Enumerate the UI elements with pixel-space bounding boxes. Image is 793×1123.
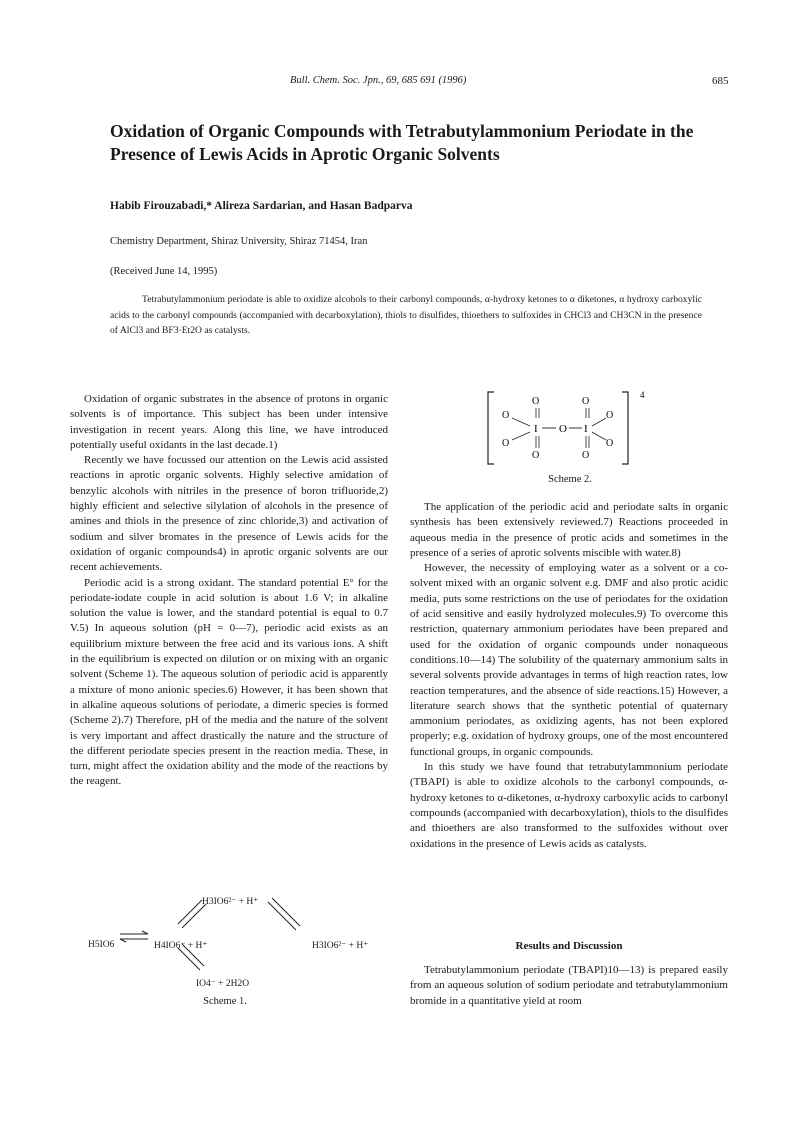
page-number: 685 [712,75,729,87]
paragraph: Recently we have focussed our attention on the Lewis acid assisted reactions in aprotic organic solvents. Highly selective amidation of benzylic alcohols with nitriles in the presence of boron trifluoride,2) highly efficient and selective silylation of alcohols in the presence of amines and thiols in the presence of zinc chloride,3) and activation of sodium and silver bromates in the presence of Lewis acids for the oxidation of organic compounds4) in aprotic organic solvents are our recent achievements. [70,454,388,574]
svg-text:O: O [582,450,590,461]
paragraph: Oxidation of organic substrates in the absence of protons in organic solvents is of importance. This subject has been under intensive investigation in recent years. Along this line, we have introduced potentially useful oxidants in the last decade.1) [70,393,388,451]
section-heading: Results and Discussion [515,940,623,952]
scheme-1-left-species: H5IO6 [88,940,115,950]
svg-text:O: O [606,438,614,449]
scheme-1-right-species: H3IO6²⁻ + H⁺ [312,941,369,951]
left-column [70,392,388,790]
scheme-2-structure [480,388,660,468]
journal-citation: Bull. Chem. Soc. Jpn., 69, 685 691 (1996) [290,75,467,86]
author-affiliation: Chemistry Department, Shiraz University, Shiraz 71454, Iran [110,236,368,247]
article-title: Oxidation of Organic Compounds with Tetrabutylammonium Periodate in the Presence of Lewis Acids in Aprotic Organic Solvents [110,121,694,164]
paragraph: However, the necessity of employing water as a solvent or a co-solvent mixed with an organic solvent e.g. DMF and also protic acidic media, puts some restrictions on the use of periodates for the oxidation of acid sensitive and easily hydrolyzed molecules.9) To overcome this restriction, quaternary ammonium periodates have been prepared and used for the oxidation of organic compounds under nonaqueous conditions.10—14) The solubility of the quaternary ammonium salts in several solvents provide advantages in terms of high reaction rates, low reaction temperatures, and the absence of side reactions.15) However, a literature search shows that the synthetic potential of quaternary ammonium periodates, as oxidizing agents, has not been explored properly; e.g. oxidation of hydroxy groups, one of the most encountered functional groups, in organic compounds. [410,562,728,758]
scheme-1-bottom-species: IO4⁻ + 2H2O [196,979,250,989]
scheme-1 [70,890,400,1010]
paragraph: In this study we have found that tetrabutylammonium periodate (TBAPI) is able to oxidize alcohols to the carbonyl compounds, α-hydroxy ketones to α-diketones, α-hydroxy carboxylic acids to carbonyl compounds (accompanied with decarboxylation), thiols to the disulfides and thioethers are also transformed to the sulfoxides without over oxidations in the presence of Lewis acids as catalysts. [410,761,728,850]
iodine-atom-left: I [534,423,538,435]
svg-text:O: O [532,396,540,407]
right-column [410,500,728,852]
scheme-1-top-species: H3IO6²⁻ + H⁺ [202,897,259,907]
iodine-atom-right: I [584,423,588,435]
svg-text:O: O [502,438,510,449]
paragraph: Tetrabutylammonium periodate (TBAPI)10—13) is prepared easily from an aqueous solution of sodium periodate and tetrabutylammonium bromide in a quantitative yield at room [410,964,728,1007]
scheme-2-charge: 4 [640,390,645,400]
svg-text:O: O [582,396,590,407]
svg-text:O: O [502,410,510,421]
scheme-1-caption: Scheme 1. [203,996,247,1007]
bridging-oxygen: O [559,423,567,435]
paragraph: Periodic acid is a strong oxidant. The standard potential E° for the periodate-iodate couple in acid solution is about 1.6 V; in alkaline solution the value is lower, and the standard potential is equal to 0.7 V.5) In aqueous solution (pH = 0—7), periodic acid exists as an equilibrium mixture between the free acid and its various ions. A shift in the equilibrium is expected on dilution or on mixing with an organic solvent (Scheme 1). The aqueous solution of periodic acid is apparently a mixture of mono anionic species.6) However, it has been shown that in alkaline aqueous solutions of periodate, a dimeric species is formed (Scheme 2).7) Therefore, pH of the media and the nature of the solvent is very important and affect drastically the nature and the structure of the different periodate species present in the reaction media. These, in turn, might affect the oxidation ability and the mode of the reactions by the reagent. [70,576,388,788]
paragraph: The application of the periodic acid and periodate salts in organic synthesis has been extensively reviewed.7) Reactions proceeded in aqueous media in the presence of protic acids and sometimes in the presence of a series of aprotic solvents miscible with water.8) [410,501,728,559]
svg-text:O: O [606,410,614,421]
right-column-continued [410,963,728,1009]
abstract: Tetrabutylammonium periodate is able to oxidize alcohols to their carbonyl compounds, α-hydroxy ketones to α diketones, α hydroxy carboxylic acids to the carbonyl compounds (accompanied with decarboxylation), thiols to disulfides, thioethers to sulfoxides in CHCl3 and CH3CN in the presence of AlCl3 and BF3·Et2O as catalysts. [110,294,702,336]
scheme-2 [480,388,660,488]
svg-text:O: O [532,450,540,461]
article-authors: Habib Firouzabadi,* Alireza Sardarian, and Hasan Badparva [110,200,413,212]
scheme-1-middle-species: H4IO6⁻ + H⁺ [154,941,208,951]
scheme-2-caption: Scheme 2. [548,474,592,485]
received-date: (Received June 14, 1995) [110,266,218,277]
